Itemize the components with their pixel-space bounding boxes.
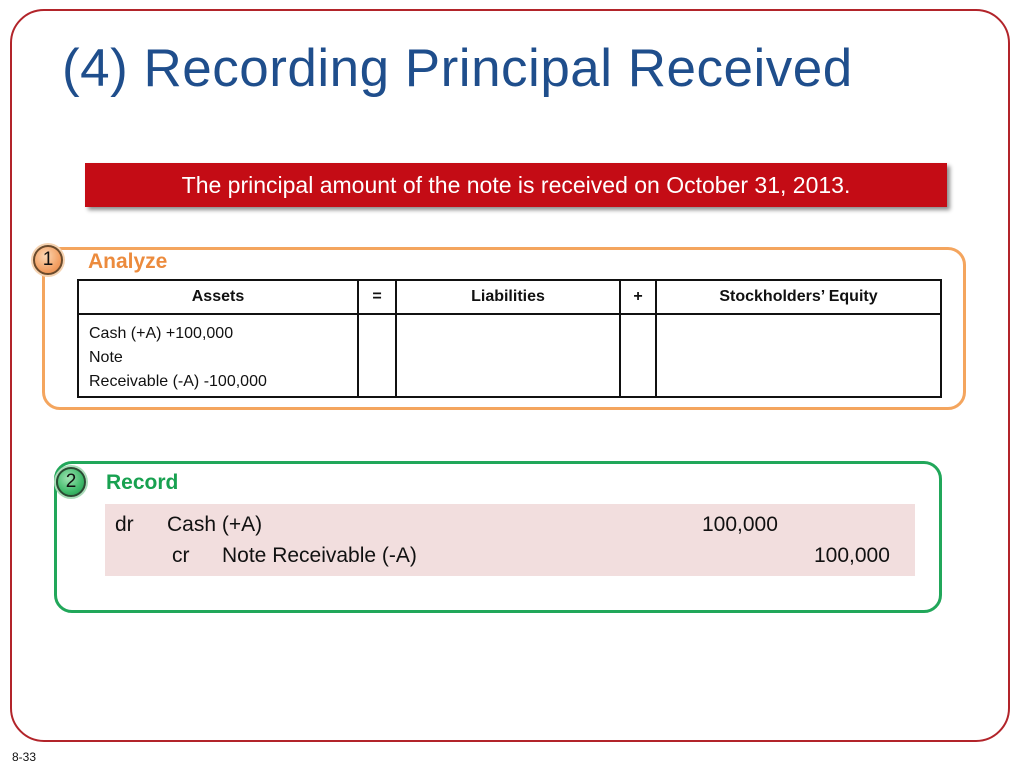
journal-entry bbox=[105, 504, 915, 576]
assets-header-label: Assets bbox=[191, 288, 245, 305]
equals-header bbox=[357, 279, 397, 315]
assets-line: Note bbox=[89, 349, 123, 366]
assets-line: Receivable (-A) -100,000 bbox=[89, 373, 267, 390]
credit-prefix: cr bbox=[172, 544, 190, 567]
step-2-badge bbox=[56, 467, 86, 497]
assets-header bbox=[77, 279, 359, 315]
debit-account: Cash (+A) bbox=[167, 513, 263, 536]
equity-header-label: Stockholders’ Equity bbox=[719, 288, 878, 305]
step-1-badge bbox=[33, 245, 63, 275]
liabilities-header bbox=[395, 279, 621, 315]
step-1-number: 1 bbox=[42, 249, 54, 270]
credit-account: Note Receivable (-A) bbox=[222, 544, 417, 567]
analyze-label: Analyze bbox=[88, 250, 168, 273]
plus-cell bbox=[619, 313, 657, 398]
record-label: Record bbox=[106, 471, 179, 494]
credit-amount: 100,000 bbox=[814, 544, 890, 567]
equals-sign: = bbox=[372, 288, 382, 305]
equals-cell bbox=[357, 313, 397, 398]
info-banner bbox=[85, 163, 947, 207]
assets-line: Cash (+A) +100,000 bbox=[89, 325, 234, 342]
assets-cell bbox=[77, 313, 359, 398]
slide-title: (4) Recording Principal Received bbox=[62, 39, 853, 98]
equity-cell bbox=[655, 313, 942, 398]
debit-prefix: dr bbox=[115, 513, 134, 536]
liabilities-cell bbox=[395, 313, 621, 398]
debit-amount: 100,000 bbox=[702, 513, 778, 536]
step-2-number: 2 bbox=[65, 471, 77, 492]
equity-header bbox=[655, 279, 942, 315]
banner-text: The principal amount of the note is received on October 31, 2013. bbox=[181, 171, 851, 198]
plus-sign: + bbox=[633, 288, 643, 305]
page-number: 8-33 bbox=[12, 750, 37, 764]
liabilities-header-label: Liabilities bbox=[471, 288, 545, 305]
plus-header bbox=[619, 279, 657, 315]
